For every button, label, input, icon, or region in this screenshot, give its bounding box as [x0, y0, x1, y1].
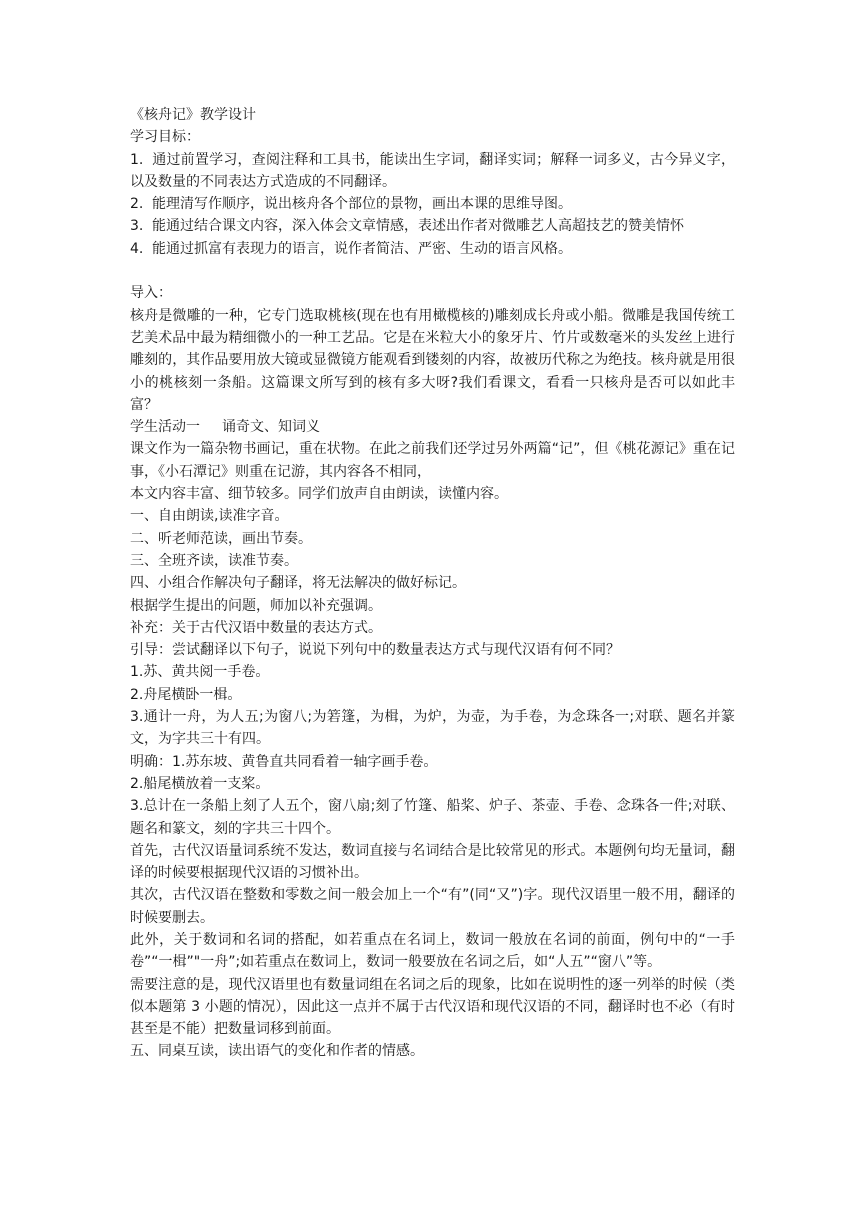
supplement: 补充：关于古代汉语中数量的表达方式。: [130, 619, 382, 636]
sentence-item: 3.通计一舟，为人五;为窗八;为箬篷，为楫，为炉，为壶，为手卷，为念珠各一;对联、题名并篆文，为字共三十有四。: [130, 709, 735, 748]
objective-item: 1. 通过前置学习，查阅注释和工具书，能读出生字词，翻译实词；解释一词多义，古今异义字，以及数量的不同表达方式造成的不同翻译。: [130, 151, 735, 190]
explanation-paragraph: 其次，古代汉语在整数和零数之间一般会加上一个“有”(同“又”)字。现代汉语里一般不用，翻译的时候要删去。: [130, 887, 735, 926]
intro-paragraph: 核舟是微雕的一种，它专门选取桃核(现在也有用橄榄核的)雕刻成长舟或小船。微雕是我国传统工艺美术品中最为精细微小的一种工艺品。它是在米粒大小的象牙片、竹片或数毫米的头发丝上进行雕刻的，其作品要用放大镜或显微镜方能观看到镂刻的内容，故被历代称之为绝技。核舟就是用很小的桃核刻一条船。这篇课文所写到的核有多大呀?我们看课文，看看一只核舟是否可以如此丰富？: [130, 307, 735, 413]
sentence-item: 2.舟尾横卧一楫。: [130, 686, 242, 703]
objective-item: 3. 能通过结合课文内容，深入体会文章情感，表述出作者对微雕艺人高超技艺的赞美情怀: [130, 218, 684, 235]
activity-paragraph: 课文作为一篇杂物书画记，重在状物。在此之前我们还学过另外两篇“记”，但《桃花源记》重在记事，《小石潭记》则重在记游，其内容各不相同，: [130, 441, 735, 480]
blank-line: [130, 260, 735, 282]
objectives-heading: 学习目标：: [130, 129, 200, 146]
step-item: 四、小组合作解决句子翻译，将无法解决的做好标记。: [130, 575, 466, 592]
teacher-note: 根据学生提出的问题，师加以补充强调。: [130, 597, 382, 614]
answer-item: 3.总计在一条船上刻了人五个，窗八扇;刻了竹篷、船桨、炉子、茶壶、手卷、念珠各一件;对联、题名和篆文，刻的字共三十四个。: [130, 798, 735, 837]
explanation-paragraph: 首先，古代汉语量词系统不发达，数词直接与名词结合是比较常见的形式。本题例句均无量词，翻译的时候要根据现代汉语的习惯补出。: [130, 842, 735, 882]
objective-item: 2. 能理清写作顺序，说出核舟各个部位的景物，画出本课的思维导图。: [130, 196, 572, 213]
step-item: 二、听老师范读，画出节奏。: [130, 530, 312, 547]
explanation-paragraph: 需要注意的是，现代汉语里也有数量词组在名词之后的现象，比如在说明性的逐一列举的时候（类似本题第 3 小题的情况），因此这一点并不属于古代汉语和现代汉语的不同，翻译时也不必（有时甚至是不能）把数量词移到前面。: [130, 976, 735, 1038]
sentence-item: 1.苏、黄共阅一手卷。: [130, 664, 270, 681]
explanation-paragraph: 此外，关于数词和名词的搭配，如若重点在名词上，数词一般放在名词的前面，例句中的“一手卷”“一楫”"一舟”;如若重点在数词上，数词一般要放在名词之后，如“人五”“窗八”等。: [130, 931, 735, 971]
final-step: 五、同桌互读，读出语气的变化和作者的情感。: [130, 1043, 424, 1060]
activity-paragraph-2: 本文内容丰富、细节较多。同学们放声自由朗读，读懂内容。: [130, 486, 508, 503]
objective-item: 4. 能通过抓富有表现力的语言，说作者简洁、严密、生动的语言风格。: [130, 240, 572, 257]
answer-item: 明确：1.苏东坡、黄鲁直共同看着一轴字画手卷。: [130, 753, 438, 770]
step-item: 三、全班齐读，读准节奏。: [130, 552, 298, 569]
document-page: [130, 104, 735, 1063]
guide: 引导：尝试翻译以下句子，说说下列句中的数量表达方式与现代汉语有何不同？: [130, 642, 620, 659]
answer-item: 2.船尾横放着一支桨。: [130, 775, 270, 792]
activity-heading: 学生活动一 诵奇文、知词义: [130, 419, 320, 436]
step-item: 一、自由朗读,读准字音。: [130, 508, 289, 525]
document-title: 《核舟记》教学设计: [130, 107, 256, 123]
intro-heading: 导入：: [130, 285, 172, 302]
